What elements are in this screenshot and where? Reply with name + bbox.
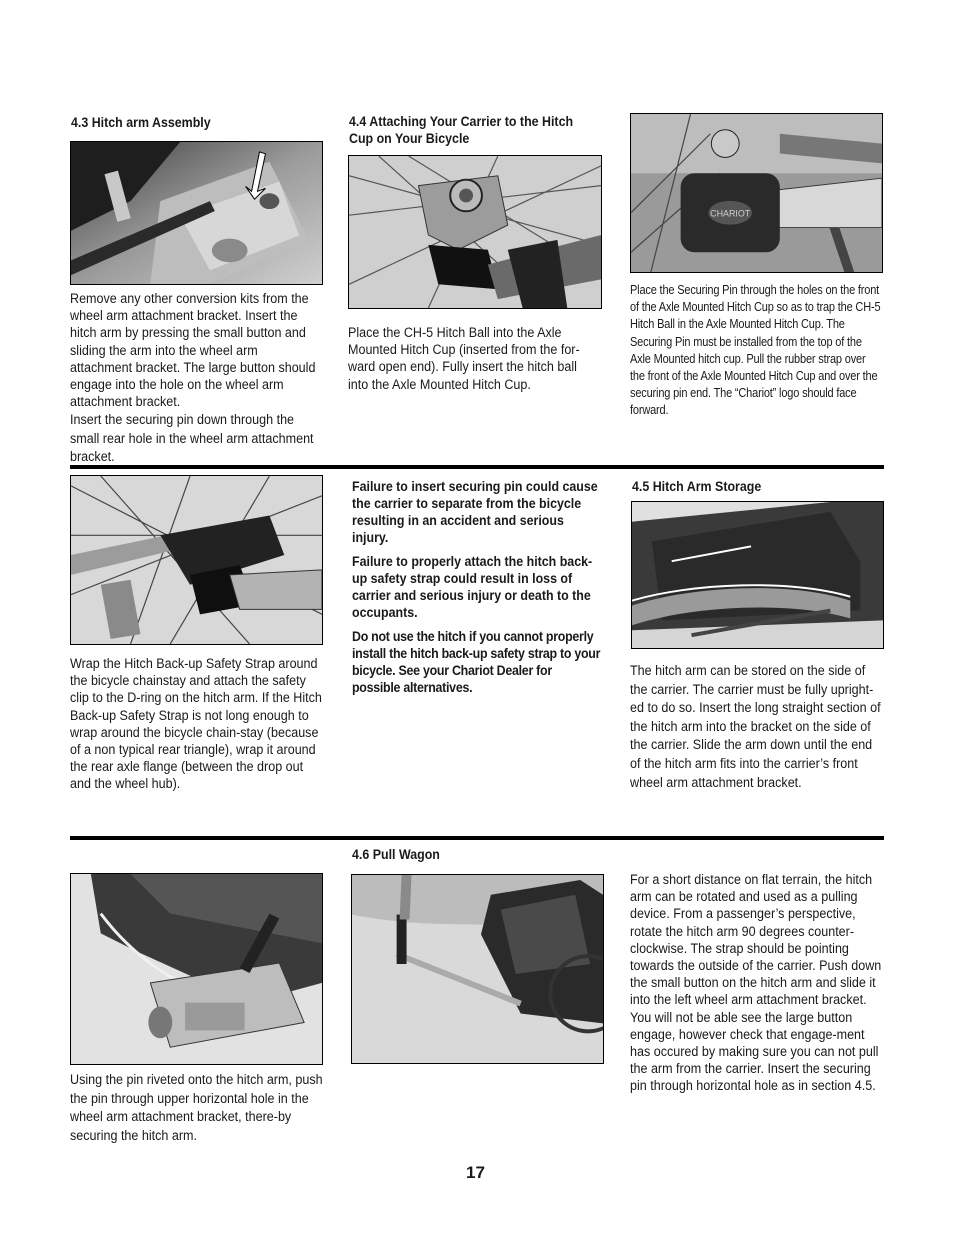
text-4-4-hitch-ball: Place the CH-5 Hitch Ball into the Axle Mounted Hitch Cup (inserted from the for-ward open end). Fully insert the hitch ball into the Axle Mounted Hitch Cup. bbox=[348, 325, 580, 392]
photo-securing-pin bbox=[630, 113, 883, 273]
warning-block bbox=[352, 478, 622, 696]
divider-rule bbox=[70, 836, 884, 840]
photo-pull-wagon bbox=[351, 874, 604, 1064]
photo-hitch-ball bbox=[348, 155, 602, 309]
text-4-5-storage: The hitch arm can be stored on the side of the carrier. The carrier must be fully upright-ed to do so. Insert the long straight section of the hitch arm into the bracket on the side of the carrier. Slide the arm down until the end of the hitch arm fits into the carrier’s front wheel arm attachment bracket. bbox=[630, 663, 881, 790]
heading-4-6: 4.6 Pull Wagon bbox=[352, 847, 440, 862]
photo-pin-riveted bbox=[70, 873, 323, 1065]
text-4-3-securing-pin: Insert the securing pin down through the small rear hole in the wheel arm attachment bracket. bbox=[70, 412, 314, 465]
text-4-6-pull-wagon: For a short distance on flat terrain, the hitch arm can be rotated and used as a pulling device. From a passenger’s perspective, rotate the hitch arm 90 degrees counter-clockwise. The strap should be pointing towards the outside of the carrier. Push down the small button on the hitch arm and slide it into the left wheel arm attachment bracket. You will not be able see the large button engage, however check that engage-ment has occured by making sure you can not pull the arm from the carrier. Insert the securing pin through horizontal hole as in section 4.5. bbox=[630, 872, 882, 1094]
photo-hitch-arm-bracket bbox=[70, 141, 323, 285]
text-safety-strap: Wrap the Hitch Back-up Safety Strap around the bicycle chainstay and attach the safety clip to the D-ring on the hitch arm. If the Hitch Back-up Safety Strap is not long enough to wrap around the bicycle chain-stay (because of a non typical rear triangle), wrap it around the rear axle flange (between the drop out and the wheel hub). bbox=[70, 656, 322, 792]
text-pin-riveted: Using the pin riveted onto the hitch arm, push the pin through upper horizontal hole in the wheel arm attachment bracket, there-by securing the hitch arm. bbox=[70, 1072, 323, 1143]
heading-4-4: 4.4 Attaching Your Carrier to the Hitch Cup on Your Bicycle bbox=[349, 114, 574, 146]
text-securing-pin: Place the Securing Pin through the holes on the front of the Axle Mounted Hitch Cup so as to trap the CH-5 Hitch Ball in the Axle Mounted Hitch Cup. The Securing Pin must be installed from the top of the Axle Mounted hitch cup. Pull the rubber strap over the front of the Axle Mounted Hitch Cup and over the securing pin end. The “Chariot” logo should face forward. bbox=[630, 282, 881, 418]
warning-securing-pin: Failure to insert securing pin could cause the carrier to separate from the bicycle resulting in an accident and serious injury. bbox=[352, 479, 598, 545]
heading-4-5: 4.5 Hitch Arm Storage bbox=[632, 479, 762, 494]
heading-4-3: 4.3 Hitch arm Assembly bbox=[71, 115, 211, 130]
photo-hitch-arm-storage bbox=[631, 501, 884, 649]
divider-rule bbox=[70, 465, 884, 469]
photo-safety-strap bbox=[70, 475, 323, 645]
page-number: 17 bbox=[466, 1163, 485, 1182]
hitch-cup-logo: CHARIOT bbox=[710, 208, 751, 219]
warning-do-not-use: Do not use the hitch if you cannot properly install the hitch back-up safety strap to your bicycle. See your Chariot Dealer for possible alternatives. bbox=[352, 629, 601, 695]
warning-backup-strap: Failure to properly attach the hitch back-up safety strap could result in loss of carrier and serious injury or death to the occupants. bbox=[352, 554, 593, 620]
text-4-3-instructions: Remove any other conversion kits from the wheel arm attachment bracket. Insert the hitch arm by pressing the small button and sliding the arm into the wheel arm attachment bracket. The large button should engage into the hole on the wheel arm attachment bracket. bbox=[70, 291, 316, 410]
